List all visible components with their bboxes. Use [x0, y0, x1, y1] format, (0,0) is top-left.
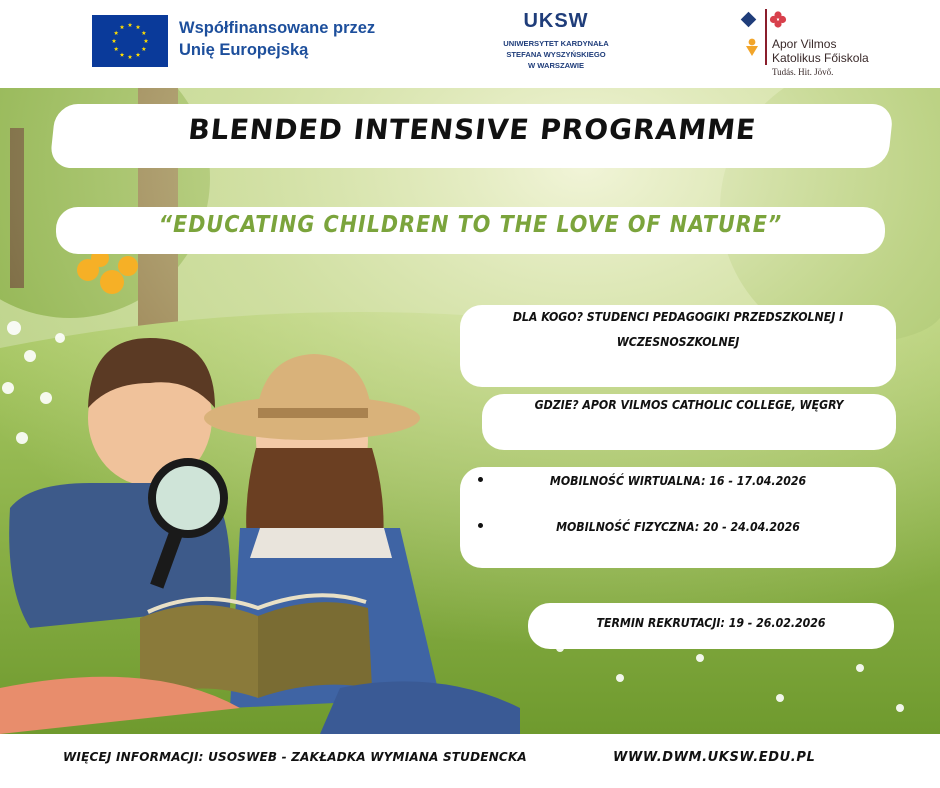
programme-title [49, 104, 894, 168]
eu-star-icon [136, 52, 141, 56]
programme-subtitle [56, 207, 885, 254]
uksw-logo-subtitle: UNIWERSYTET KARDYNAŁA STEFANA WYSZYŃSKIEGO W WARSZAWIE [503, 39, 609, 70]
target-audience-box [460, 305, 896, 387]
list-item [460, 515, 896, 539]
target-audience-text: DLA KOGO? STUDENCI PEDAGOGIKI PRZEDSZKOLNEJ I WCZESNOSZKOLNEJ [512, 310, 844, 349]
eu-star-icon [114, 31, 119, 35]
eu-logo-text: Współfinansowane przez Unię Europejską [179, 19, 376, 59]
physical-mobility-text: MOBILNOŚĆ FIZYCZNA: 20 - 24.04.2026 [556, 520, 800, 534]
programme-subtitle-text: “EDUCATING CHILDREN TO THE LOVE OF NATURE” [158, 212, 783, 238]
eu-star-icon [112, 39, 117, 43]
apor-logo-name: Apor Vilmos Katolikus Főiskola [772, 37, 869, 65]
eu-cofunding-logo [92, 15, 392, 73]
eu-star-icon [114, 47, 119, 51]
apor-logo-tagline: Tudás. Hit. Jövő. [772, 67, 834, 77]
location-box [482, 394, 896, 450]
website-link[interactable]: WWW.DWM.UKSW.EDU.PL [613, 750, 816, 765]
mobility-dates-box [460, 467, 896, 568]
uksw-logo [478, 8, 634, 78]
eu-star-icon [142, 31, 147, 35]
eu-star-icon [128, 23, 133, 27]
eu-star-icon [136, 25, 141, 29]
eu-star-icon [120, 52, 125, 56]
more-info-text: WIĘCEJ INFORMACJI: USOSWEB - ZAKŁADKA WYMIANA STUDENCKA [63, 750, 527, 764]
location-text: GDZIE? APOR VILMOS CATHOLIC COLLEGE, WĘGRY [534, 398, 844, 412]
apor-vilmos-logo [738, 9, 908, 81]
footer-bar [0, 734, 940, 788]
eu-star-icon [128, 55, 133, 59]
list-item [460, 469, 896, 493]
header-bar [0, 0, 940, 88]
virtual-mobility-text: MOBILNOŚĆ WIRTUALNA: 16 - 17.04.2026 [549, 474, 807, 488]
eu-star-icon [142, 47, 147, 51]
eu-star-icon [120, 25, 125, 29]
eu-star-icon [144, 39, 149, 43]
recruitment-deadline-text: TERMIN REKRUTACJI: 19 - 26.02.2026 [596, 616, 826, 630]
recruitment-deadline-box [528, 603, 894, 649]
eu-flag-icon [92, 15, 168, 67]
uksw-logo-name: UKSW [523, 10, 589, 32]
programme-title-text: BLENDED INTENSIVE PROGRAMME [186, 113, 758, 146]
